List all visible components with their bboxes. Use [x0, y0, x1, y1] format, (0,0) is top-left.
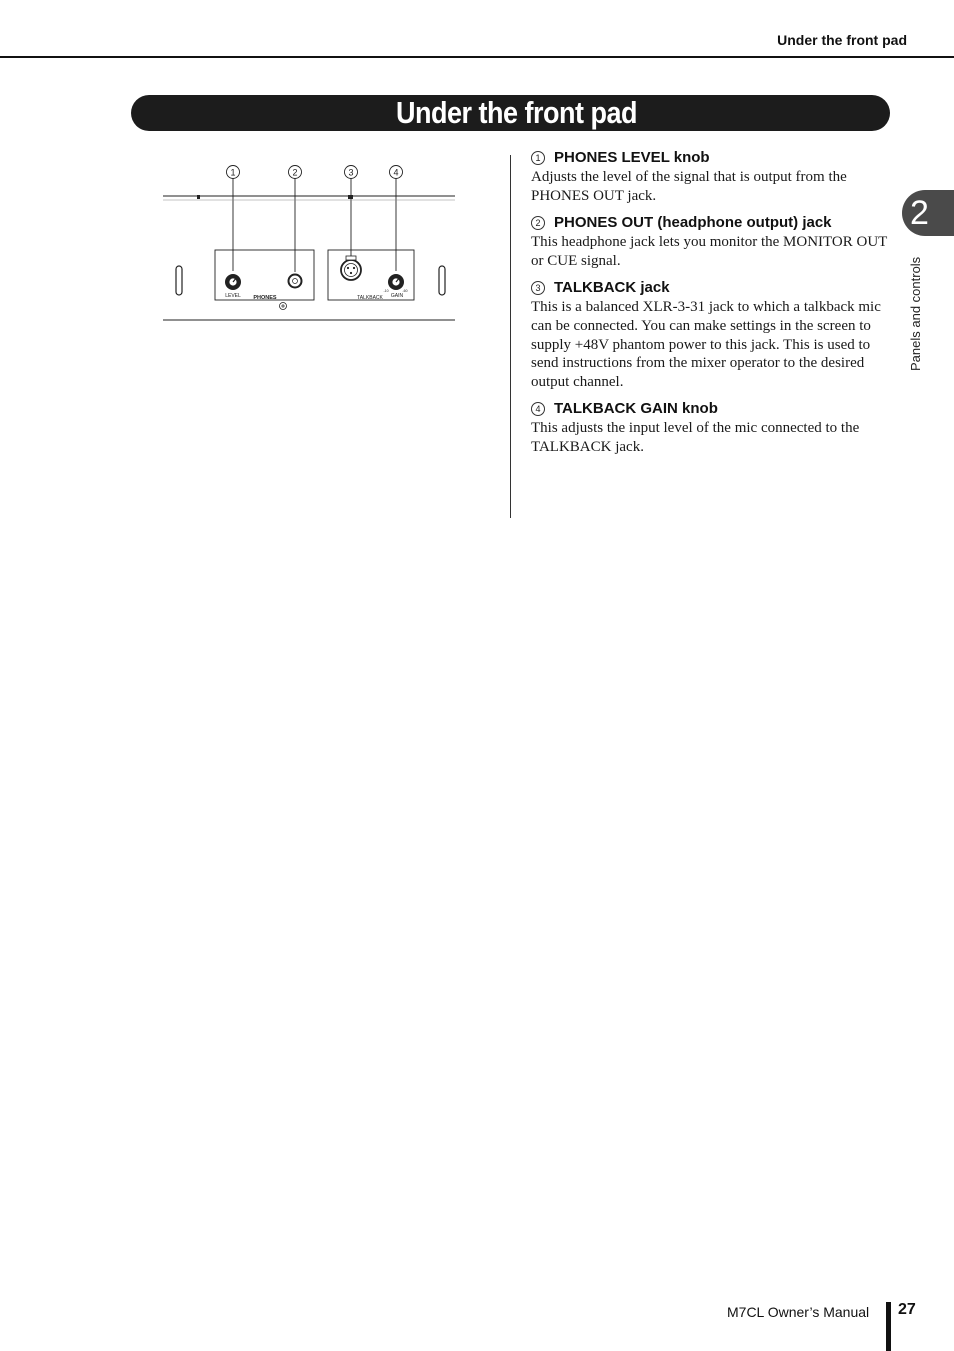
- talkback-label: TALKBACK: [357, 295, 383, 301]
- description-list: [531, 148, 891, 465]
- list-item: [531, 148, 891, 205]
- section-title-bar: [131, 95, 890, 131]
- callout-4: [390, 166, 403, 272]
- item-title: PHONES OUT (headphone output) jack: [554, 214, 832, 232]
- talkback-xlr-jack: [341, 256, 361, 280]
- gain-min-label: -10: [383, 289, 389, 293]
- chapter-label: Panels and controls: [908, 256, 923, 371]
- list-item: [531, 399, 891, 456]
- front-pad-illustration: [160, 158, 460, 328]
- running-header: Under the front pad: [777, 32, 907, 48]
- phones-panel: [215, 250, 314, 310]
- item-number-badge: 3: [531, 281, 545, 295]
- chapter-tab: [902, 190, 954, 236]
- svg-text:3: 3: [348, 167, 354, 178]
- callout-3: [345, 166, 358, 259]
- gain-label: GAIN: [390, 293, 404, 299]
- level-label: LEVEL: [225, 293, 241, 299]
- item-description: Adjusts the level of the signal that is output from the PHONES OUT jack.: [531, 169, 847, 204]
- svg-text:2: 2: [292, 167, 298, 178]
- manual-title: M7CL Owner’s Manual: [727, 1304, 870, 1320]
- footer-bar: [886, 1302, 891, 1351]
- gain-max-label: -60: [402, 289, 408, 293]
- svg-text:1: 1: [230, 167, 236, 178]
- section-title: Under the front pad: [396, 96, 637, 130]
- headphones-icon: [280, 303, 287, 310]
- callout-1: [227, 166, 240, 272]
- list-item: [531, 213, 891, 270]
- item-description: This is a balanced XLR-3-31 jack to which a talkback mic can be connected. You can make settings in the screen to supply +48V phantom power to this jack. This is used to send instructions from the mixer operator to the desired output channel.: [531, 299, 881, 390]
- talkback-panel: [328, 250, 414, 301]
- svg-text:4: 4: [393, 167, 399, 178]
- item-title: PHONES LEVEL knob: [554, 149, 710, 166]
- item-number-badge: 1: [531, 151, 545, 165]
- item-title: TALKBACK jack: [554, 279, 670, 297]
- phones-out-jack: [289, 275, 302, 288]
- phones-level-knob: [225, 274, 241, 290]
- item-description: This adjusts the input level of the mic connected to the TALKBACK jack.: [531, 420, 860, 455]
- phones-label: PHONES: [253, 295, 277, 301]
- column-divider: [510, 155, 511, 518]
- talkback-gain-knob: [388, 274, 404, 290]
- list-item: [531, 278, 891, 391]
- chapter-number: 2: [910, 194, 929, 232]
- header-rule: [0, 56, 954, 58]
- item-number-badge: 4: [531, 402, 545, 416]
- page-number: 27: [898, 1301, 916, 1318]
- item-number-badge: 2: [531, 216, 545, 230]
- item-title: TALKBACK GAIN knob: [554, 400, 718, 418]
- callout-2: [289, 166, 302, 273]
- item-description: This headphone jack lets you monitor the MONITOR OUT or CUE signal.: [531, 234, 888, 269]
